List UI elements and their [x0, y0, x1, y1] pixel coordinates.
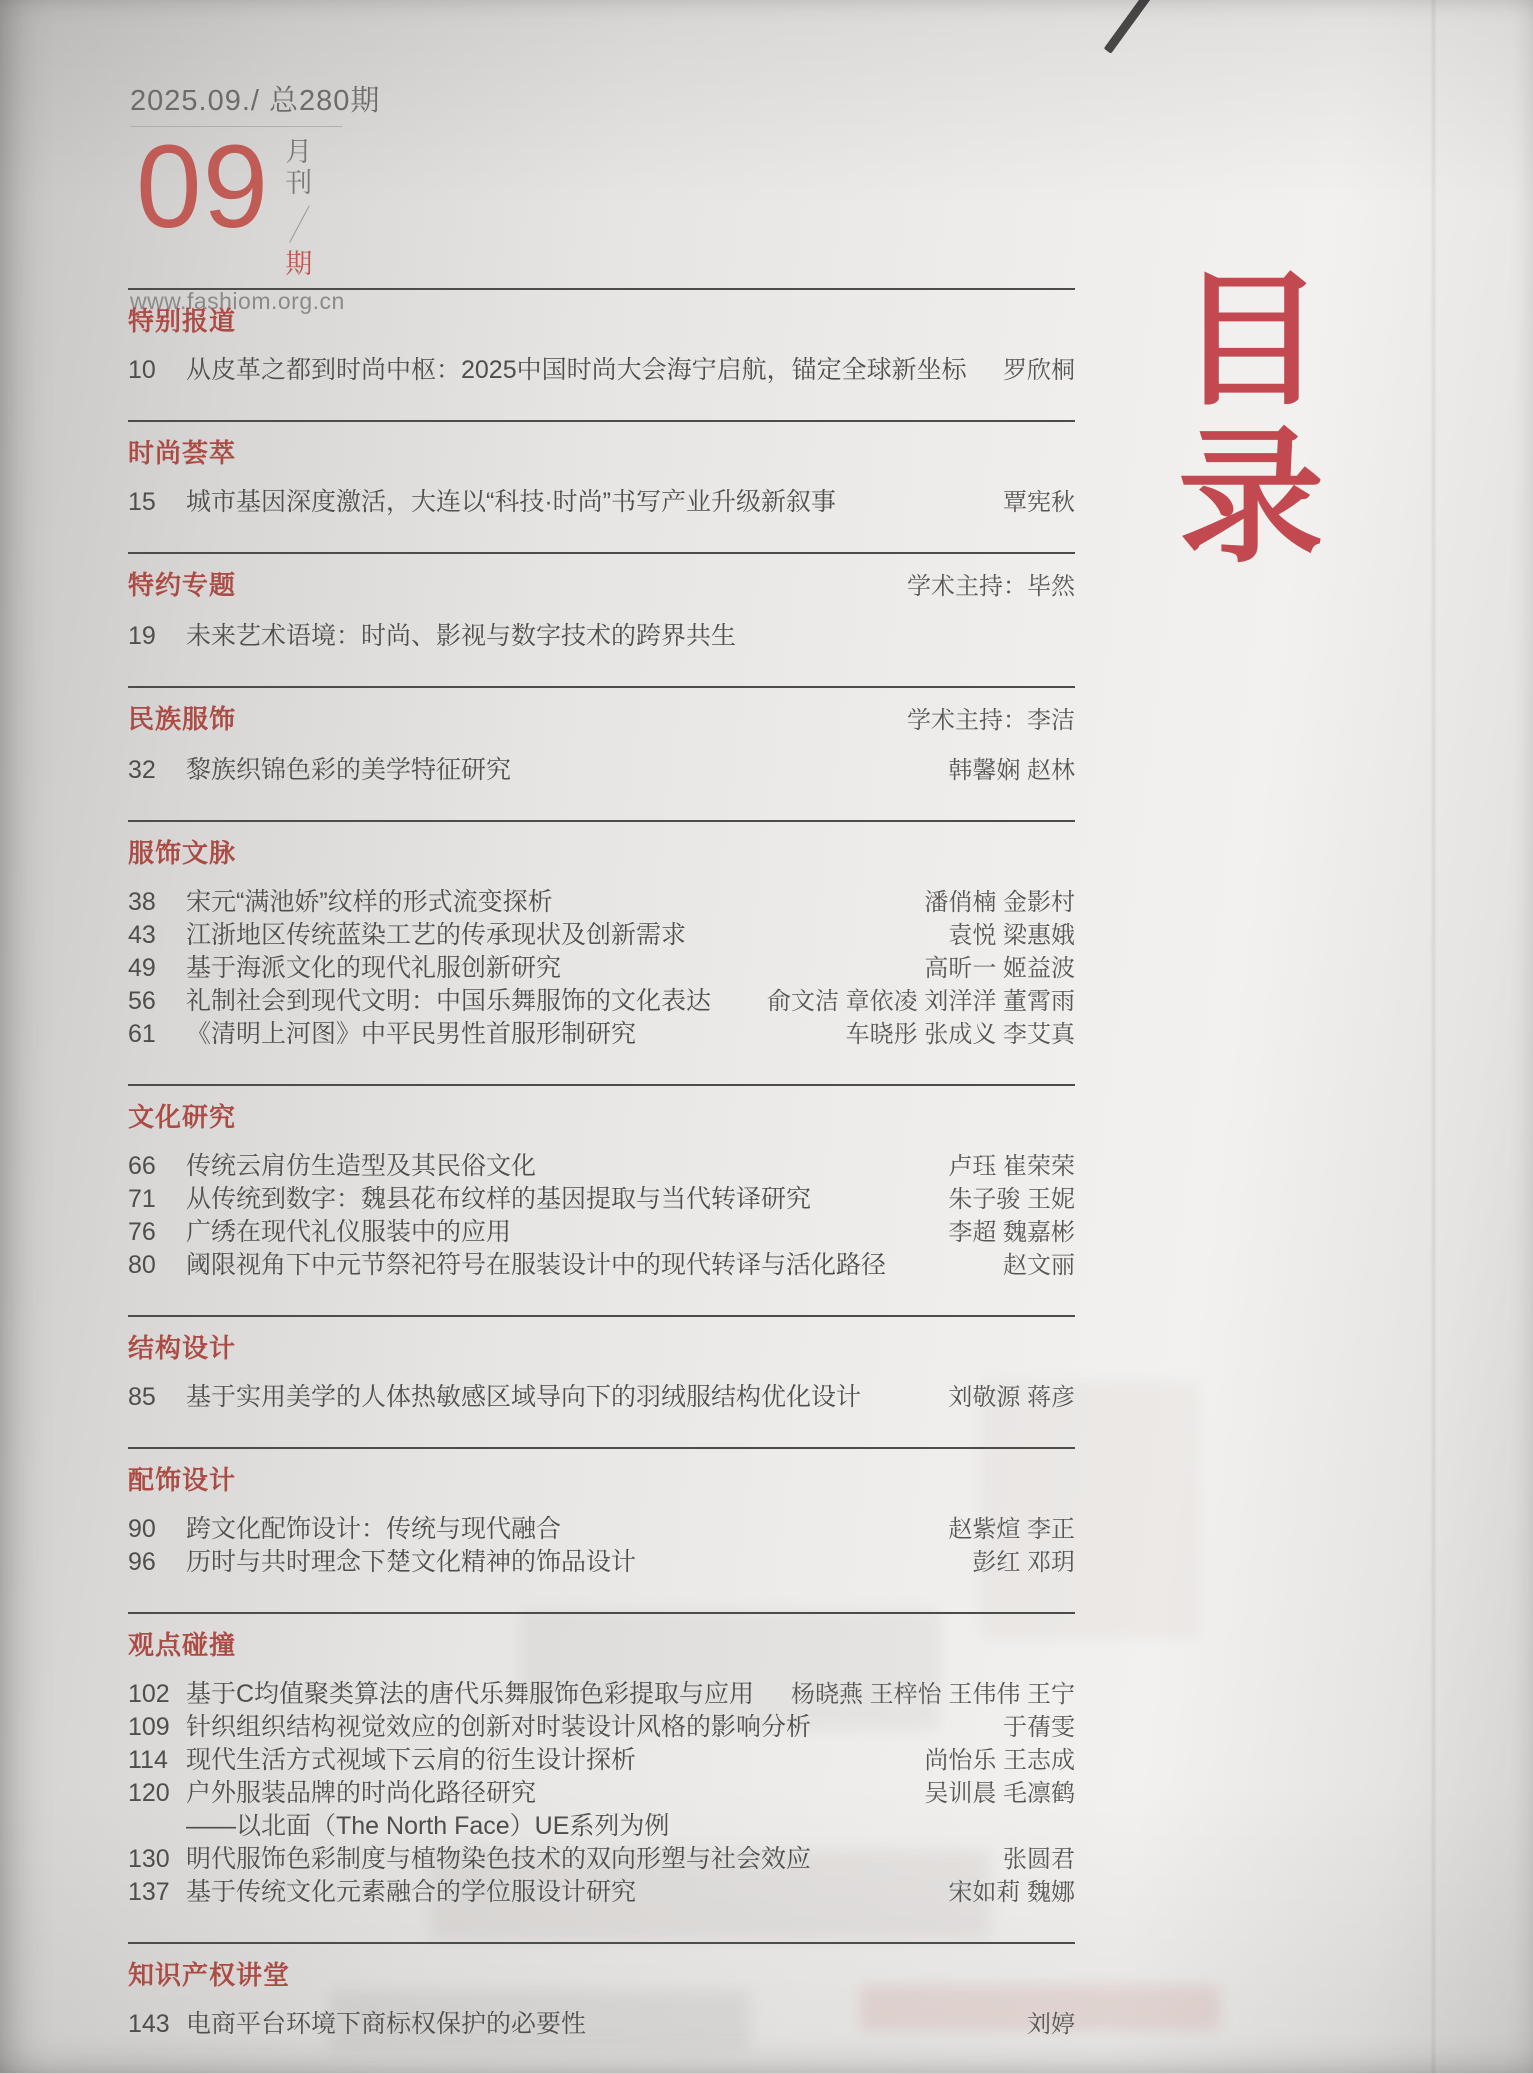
- entry-authors: 罗欣桐: [1003, 357, 1075, 384]
- toc-entry: [128, 354, 1075, 387]
- toc-section-fashion-collection: [128, 420, 1075, 552]
- entry-authors: 高昕一 姬益波: [924, 955, 1075, 982]
- toc-entry: [128, 754, 1075, 787]
- entry-authors: 袁悦 梁惠娥: [948, 922, 1075, 949]
- entry-page-number: 130: [128, 1845, 170, 1873]
- website-url: www.fashiom.org.cn: [130, 288, 345, 314]
- entry-authors: 刘敬源 蒋彦: [948, 1384, 1075, 1411]
- entry-authors: 张圆君: [1003, 1846, 1075, 1873]
- toc-title-char: 目: [1178, 259, 1324, 422]
- entry-title-line: 户外服装品牌的时尚化路径研究: [186, 1779, 537, 1807]
- entry-authors: 俞文洁 章依凌 刘洋洋 董霄雨: [766, 988, 1075, 1015]
- entry-page-number: 71: [128, 1185, 156, 1213]
- toc-entry: [128, 952, 1075, 985]
- entry-title: [186, 1777, 924, 1843]
- issue-date-line: 2025.09./ 总280期: [130, 78, 342, 127]
- toc-entry: [128, 1843, 1075, 1876]
- entry-page-number: 109: [128, 1713, 170, 1741]
- entry-authors: 尚怡乐 王志成: [924, 1747, 1075, 1774]
- toc-section-ethnic-costume: [128, 686, 1075, 820]
- entry-page-number: 120: [128, 1779, 170, 1807]
- entry-page-number: 61: [128, 1020, 156, 1048]
- entry-authors: 赵文丽: [1003, 1252, 1075, 1279]
- section-heading: 服饰文脉: [128, 838, 237, 868]
- monthly-label: 刊: [285, 168, 313, 198]
- entry-title: 城市基因深度激活，大连以“科技·时尚”书写产业升级新叙事: [186, 488, 836, 516]
- period-label: 期: [285, 249, 313, 279]
- entry-page-number: 38: [128, 888, 156, 916]
- section-heading: 知识产权讲堂: [128, 1960, 291, 1990]
- entry-title: 基于传统文化元素融合的学位服设计研究: [186, 1878, 637, 1906]
- entry-authors: 于蒨雯: [1003, 1714, 1075, 1741]
- entry-authors: 覃宪秋: [1003, 489, 1075, 516]
- entry-title: 基于实用美学的人体热敏感区域导向下的羽绒服结构优化设计: [186, 1383, 862, 1411]
- entry-title: 黎族织锦色彩的美学特征研究: [186, 756, 512, 784]
- toc-entry: [128, 1381, 1075, 1414]
- toc-entry: [128, 1744, 1075, 1777]
- entry-authors: 彭红 邓玥: [972, 1549, 1075, 1576]
- section-heading: 文化研究: [128, 1102, 237, 1132]
- toc-section-special-topic: [128, 552, 1075, 686]
- toc-entry: [128, 486, 1075, 519]
- toc-entry: [128, 886, 1075, 919]
- entry-page-number: 90: [128, 1515, 156, 1543]
- entry-page-number: 19: [128, 622, 156, 650]
- entry-title: 明代服饰色彩制度与植物染色技术的双向形塑与社会效应: [186, 1845, 812, 1873]
- toc-section-cultural-research: [128, 1084, 1075, 1315]
- entry-title: 现代生活方式视域下云肩的衍生设计探析: [186, 1746, 637, 1774]
- entry-page-number: 66: [128, 1152, 156, 1180]
- toc-entry: [128, 1711, 1075, 1744]
- section-host-label: 学术主持：李洁: [907, 707, 1075, 734]
- section-heading: 特约专题: [128, 570, 237, 600]
- entry-authors: 宋如莉 魏娜: [948, 1879, 1075, 1906]
- entry-title: 针织组织结构视觉效应的创新对时装设计风格的影响分析: [186, 1713, 812, 1741]
- entry-page-number: 10: [128, 356, 156, 384]
- toc-entry: [128, 1777, 1075, 1843]
- entry-title: 广绣在现代礼仪服装中的应用: [186, 1218, 512, 1246]
- entry-title: 从皮革之都到时尚中枢：2025中国时尚大会海宁启航，锚定全球新坐标: [186, 356, 967, 384]
- section-heading: 观点碰撞: [128, 1630, 237, 1660]
- entry-title: 阈限视角下中元节祭祀符号在服装设计中的现代转译与活化路径: [186, 1251, 887, 1279]
- section-heading: 时尚荟萃: [128, 438, 237, 468]
- toc-entry: [128, 919, 1075, 952]
- entry-page-number: 49: [128, 954, 156, 982]
- entry-authors: 朱子骏 王妮: [948, 1186, 1075, 1213]
- entry-page-number: 43: [128, 921, 156, 949]
- entry-title: 从传统到数字：魏县花布纹样的基因提取与当代转译研究: [186, 1185, 812, 1213]
- entry-authors: 杨晓燕 王梓怡 王伟伟 王宁: [790, 1681, 1075, 1708]
- entry-title: 未来艺术语境：时尚、影视与数字技术的跨界共生: [186, 622, 737, 650]
- entry-page-number: 76: [128, 1218, 156, 1246]
- entry-title: 礼制社会到现代文明：中国乐舞服饰的文化表达: [186, 987, 712, 1015]
- toc-section-special-report: [128, 288, 1075, 420]
- toc-entry: [128, 1150, 1075, 1183]
- masthead: [130, 78, 381, 315]
- toc-entry: [128, 620, 1075, 653]
- section-host-label: 学术主持：毕然: [907, 573, 1075, 600]
- section-heading: 特别报道: [128, 306, 237, 336]
- toc-entry: [128, 1018, 1075, 1051]
- entry-page-number: 80: [128, 1251, 156, 1279]
- section-heading: 民族服饰: [128, 704, 237, 734]
- entry-title: 跨文化配饰设计：传统与现代融合: [186, 1515, 562, 1543]
- toc-entry: [128, 985, 1075, 1018]
- issue-number: 09: [136, 121, 270, 253]
- toc-title-char: 录: [1178, 416, 1324, 579]
- toc-entry: [128, 1678, 1075, 1711]
- entry-authors: 车晓彤 张成义 李艾真: [845, 1021, 1075, 1048]
- entry-authors: 吴训晨 毛凛鹤: [924, 1780, 1075, 1807]
- entry-subtitle: ——以北面（The North Face）UE系列为例: [186, 1812, 670, 1840]
- section-heading: 配饰设计: [128, 1465, 237, 1495]
- entry-authors: 刘婷: [1027, 2011, 1075, 2038]
- toc-section-accessory-design: [128, 1447, 1075, 1612]
- toc-section-viewpoint-collision: [128, 1612, 1075, 1942]
- entry-page-number: 114: [128, 1746, 168, 1774]
- entry-page-number: 15: [128, 488, 156, 516]
- toc-section-ip-lecture: [128, 1942, 1075, 2074]
- toc-section-costume-context: [128, 820, 1075, 1084]
- entry-authors: 赵紫煊 李正: [948, 1516, 1075, 1543]
- entry-authors: 潘俏楠 金影村: [924, 889, 1075, 916]
- entry-page-number: 137: [128, 1878, 170, 1906]
- entry-title: 江浙地区传统蓝染工艺的传承现状及创新需求: [186, 921, 687, 949]
- slash-divider: [289, 205, 310, 243]
- entry-title: 宋元“满池娇”纹样的形式流变探析: [186, 888, 553, 916]
- toc-content: [128, 288, 1075, 2074]
- entry-authors: 韩馨娴 赵林: [948, 757, 1075, 784]
- entry-page-number: 143: [128, 2010, 170, 2038]
- toc-entry: [128, 1216, 1075, 1249]
- toc-entry: [128, 1183, 1075, 1216]
- section-heading: 结构设计: [128, 1333, 237, 1363]
- entry-title: 历时与共时理念下楚文化精神的饰品设计: [186, 1548, 637, 1576]
- toc-entry: [128, 1513, 1075, 1546]
- entry-title: 基于海派文化的现代礼服创新研究: [186, 954, 562, 982]
- entry-title: 传统云肩仿生造型及其民俗文化: [186, 1152, 537, 1180]
- entry-page-number: 56: [128, 987, 156, 1015]
- toc-title-vertical: [1176, 259, 1326, 579]
- entry-title: 《清明上河图》中平民男性首服形制研究: [186, 1020, 637, 1048]
- monthly-label: 月: [285, 137, 313, 167]
- entry-page-number: 96: [128, 1548, 156, 1576]
- scan-edge-mark: [1104, 0, 1154, 54]
- entry-authors: 卢珏 崔荣荣: [948, 1153, 1075, 1180]
- toc-section-structure-design: [128, 1315, 1075, 1447]
- entry-page-number: 102: [128, 1680, 170, 1708]
- toc-entry: [128, 1249, 1075, 1282]
- entry-title: 电商平台环境下商标权保护的必要性: [186, 2010, 587, 2038]
- toc-entry: [128, 1546, 1075, 1579]
- toc-entry: [128, 2008, 1075, 2041]
- toc-entry: [128, 1876, 1075, 1909]
- page-crease: [1430, 0, 1437, 2073]
- entry-title: 基于C均值聚类算法的唐代乐舞服饰色彩提取与应用: [186, 1680, 755, 1708]
- entry-authors: 李超 魏嘉彬: [948, 1219, 1075, 1246]
- entry-page-number: 32: [128, 756, 156, 784]
- entry-page-number: 85: [128, 1383, 156, 1411]
